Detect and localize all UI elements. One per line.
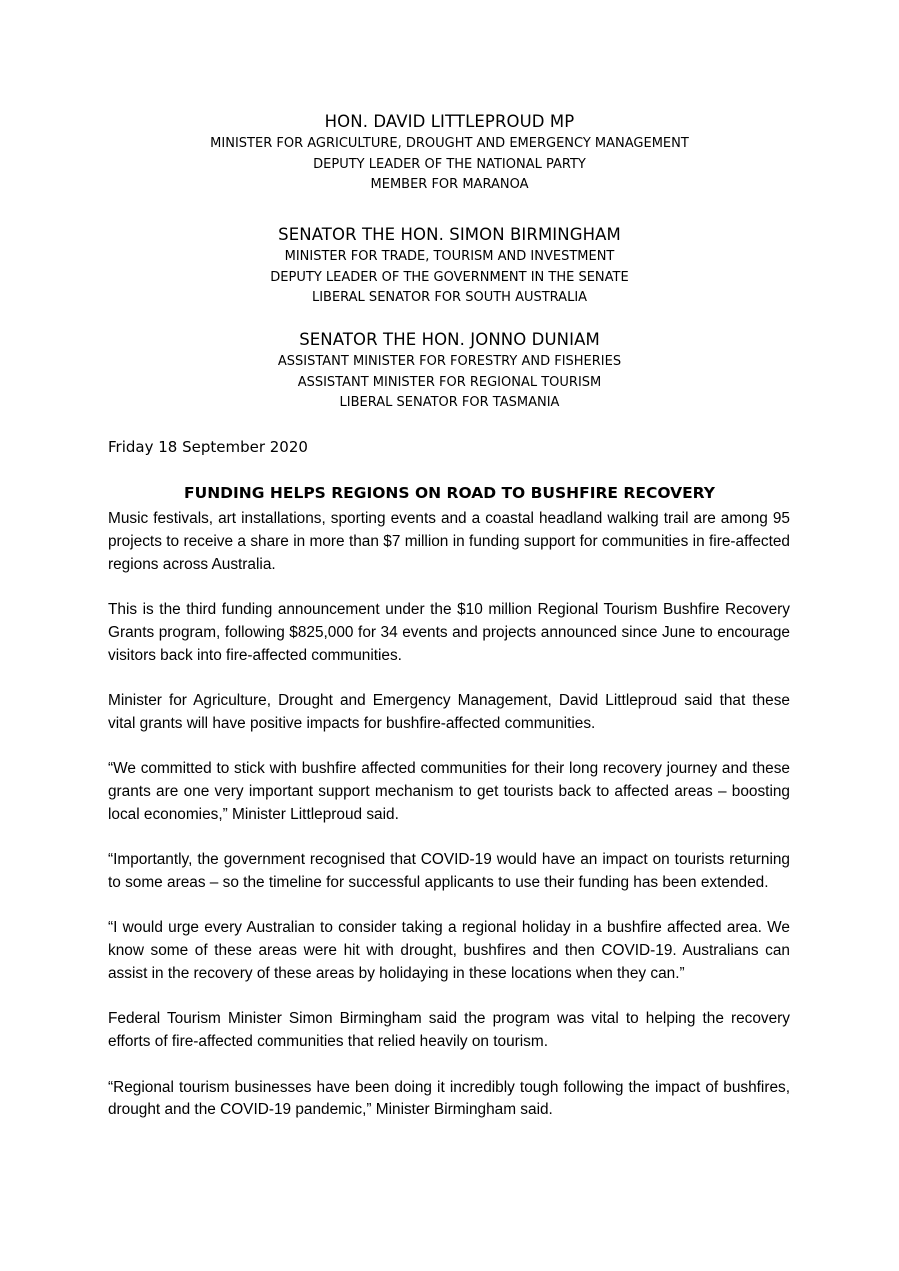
minister-role: LIBERAL SENATOR FOR SOUTH AUSTRALIA <box>311 290 588 305</box>
release-date: Friday 18 September 2020 <box>108 438 308 456</box>
body-paragraph: Minister for Agriculture, Drought and Emergency Management, David Littleproud said that these vital grants will have positive impacts for bushfire-affected communities. <box>108 691 790 732</box>
body-paragraph: “We committed to stick with bushfire affected communities for their long recovery journey and these grants are one very important support mechanism to get tourists back to affected areas – boosting local economies,” Minister Littleproud said. <box>108 760 790 823</box>
minister-role: DEPUTY LEADER OF THE NATIONAL PARTY <box>313 156 586 172</box>
minister-block-birmingham <box>0 223 899 309</box>
body-paragraph: “I would urge every Australian to consider taking a regional holiday in a bushfire affected area. We know some of these areas were hit with drought, bushfires and then COVID-19. Australians can assist in the recovery of these areas by holidaying in these locations when they can.” <box>108 919 790 982</box>
minister-name: SENATOR THE HON. SIMON BIRMINGHAM <box>278 225 621 244</box>
body-paragraph: Federal Tourism Minister Simon Birmingham said the program was vital to helping the recovery efforts of fire-affected communities that relied heavily on tourism. <box>108 1010 790 1051</box>
minister-role: ASSISTANT MINISTER FOR REGIONAL TOURISM <box>297 374 602 390</box>
body-paragraph: This is the third funding announcement under the $10 million Regional Tourism Bushfire Recovery Grants program, following $825,000 for 34 events and projects announced since June to encourage visitors back into fire-affected communities. <box>108 600 790 664</box>
minister-role: MINISTER FOR TRADE, TOURISM AND INVESTMENT <box>284 249 615 264</box>
minister-role: LIBERAL SENATOR FOR TASMANIA <box>339 395 560 410</box>
headline: FUNDING HELPS REGIONS ON ROAD TO BUSHFIRE RECOVERY <box>184 484 715 502</box>
minister-role: MINISTER FOR AGRICULTURE, DROUGHT AND EMERGENCY MANAGEMENT <box>210 136 689 151</box>
minister-role: ASSISTANT MINISTER FOR FORESTRY AND FISHERIES <box>277 354 622 369</box>
body-text <box>108 508 790 1145</box>
minister-role: MEMBER FOR MARANOA <box>370 177 529 192</box>
minister-name: HON. DAVID LITTLEPROUD MP <box>324 112 575 131</box>
minister-role: DEPUTY LEADER OF THE GOVERNMENT IN THE SENATE <box>270 269 629 285</box>
body-paragraph: Music festivals, art installations, sporting events and a coastal headland walking trail are among 95 projects to receive a share in more than $7 million in funding support for communities in fire-affected regions across Australia. <box>108 510 790 573</box>
minister-block-duniam <box>0 328 899 414</box>
body-paragraph: “Importantly, the government recognised that COVID-19 would have an impact on tourists returning to some areas – so the timeline for successful applicants to use their funding has been extended. <box>108 851 790 891</box>
minister-block-littleproud <box>0 110 899 196</box>
minister-name: SENATOR THE HON. JONNO DUNIAM <box>299 330 600 349</box>
body-paragraph: “Regional tourism businesses have been doing it incredibly tough following the impact of bushfires, drought and the COVID-19 pandemic,” Minister Birmingham said. <box>108 1078 790 1119</box>
